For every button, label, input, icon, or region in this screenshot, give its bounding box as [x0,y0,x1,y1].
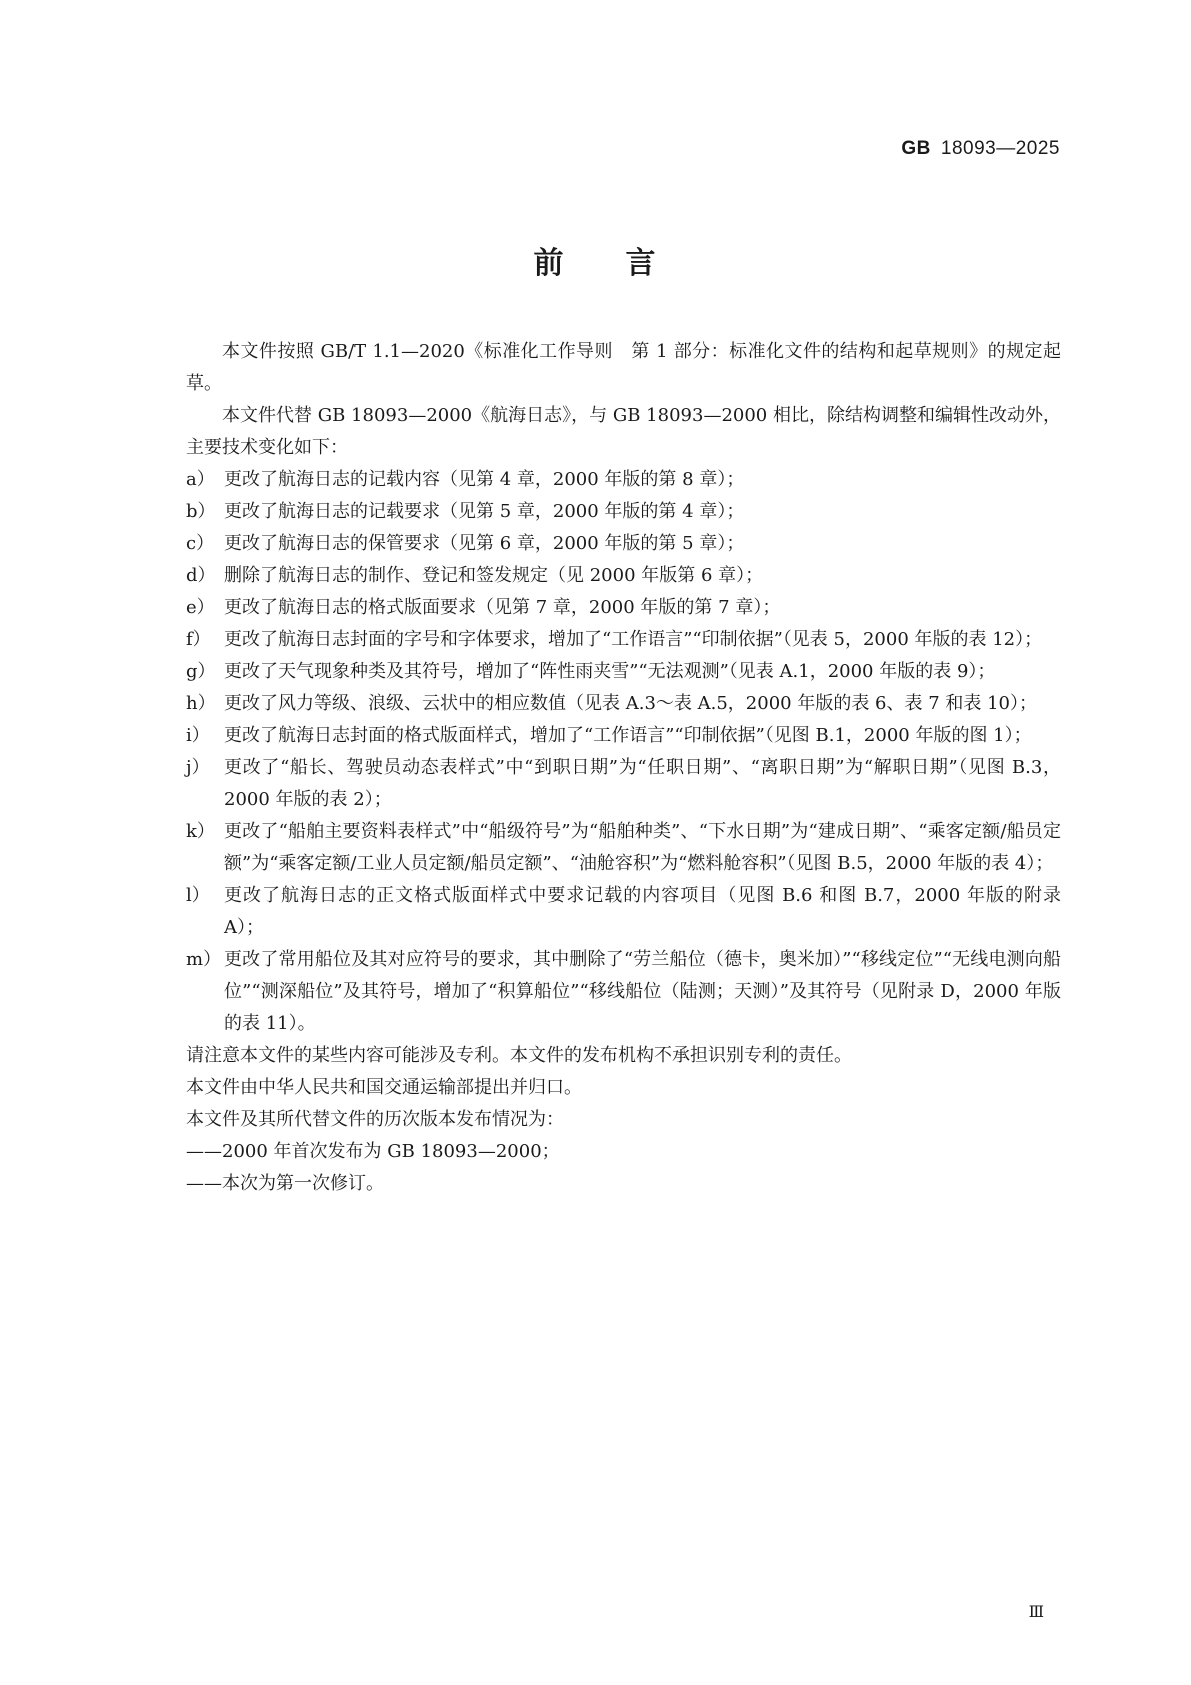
change-item-label: h） [186,693,216,714]
standard-prefix: GB [901,138,931,159]
change-item-label: j） [186,757,210,778]
change-item-text: 更改了航海日志的记载要求（见第 5 章，2000 年版的第 4 章）； [224,501,745,522]
change-item [186,880,1061,944]
change-item [186,560,1061,592]
change-item-text: 更改了“船舶主要资料表样式”中“船级符号”为“船舶种类”、“下水日期”为“建成日期”、“乘客定额/船员定额”为“乘客定额/工业人员定额/船员定额”、“油舱容积”为“燃料舱容积”（见图 B.5，2000 年版的表 4）； [224,821,1061,874]
change-item [186,720,1061,752]
change-item [186,752,1061,816]
standard-number: 18093—2025 [940,138,1060,159]
change-item [186,464,1061,496]
history-entry: ——2000 年首次发布为 GB 18093—2000； [186,1141,560,1162]
change-item [186,688,1061,720]
standard-code-header [901,138,1060,160]
page-title [0,238,1191,282]
change-item-label: i） [186,725,210,746]
change-item-label: e） [186,597,215,618]
change-item-label: m） [186,949,222,970]
change-item [186,624,1061,656]
change-item [186,944,1061,1040]
change-item-text: 删除了航海日志的制作、登记和签发规定（见 2000 年版第 6 章）； [224,565,764,586]
change-item-label: c） [186,533,215,554]
change-item-text: 更改了天气现象种类及其符号，增加了“阵性雨夹雪”“无法观测”（见表 A.1，2000 年版的表 9）； [224,661,996,682]
title-char-2: 言 [625,246,658,281]
proposer-statement: 本文件由中华人民共和国交通运输部提出并归口。 [186,1077,582,1098]
change-item-text: 更改了航海日志的格式版面要求（见第 7 章，2000 年版的第 7 章）； [224,597,781,618]
change-item-label: d） [186,565,216,586]
change-item-label: b） [186,501,216,522]
history-entry: ——本次为第一次修订。 [186,1173,384,1194]
change-item-label: l） [186,885,210,906]
title-char-1: 前 [533,246,566,281]
patent-notice: 请注意本文件的某些内容可能涉及专利。本文件的发布机构不承担识别专利的责任。 [186,1045,852,1066]
change-item-text: 更改了航海日志的正文格式版面样式中要求记载的内容项目（见图 B.6 和图 B.7，2000 年版的附录 A）； [224,885,1061,938]
change-item [186,656,1061,688]
change-item-text: 更改了航海日志封面的格式版面样式，增加了“工作语言”“印制依据”（见图 B.1，2000 年版的图 1）； [224,725,1032,746]
change-item [186,496,1061,528]
foreword-body [186,336,1061,1200]
change-item-text: 更改了航海日志封面的字号和字体要求，增加了“工作语言”“印制依据”（见表 5，2000 年版的表 12）； [224,629,1043,650]
change-item-label: k） [186,821,215,842]
intro-paragraph: 本文件按照 GB/T 1.1—2020《标准化工作导则 第 1 部分：标准化文件的结构和起草规则》的规定起草。 [186,341,1061,394]
page-number: Ⅲ [1028,1602,1044,1621]
change-item [186,528,1061,560]
change-item [186,816,1061,880]
change-item-text: 更改了航海日志的记载内容（见第 4 章，2000 年版的第 8 章）； [224,469,745,490]
history-intro: 本文件及其所代替文件的历次版本发布情况为： [186,1109,564,1130]
change-item [186,592,1061,624]
change-item-label: a） [186,469,215,490]
change-item-text: 更改了风力等级、浪级、云状中的相应数值（见表 A.3～表 A.5，2000 年版的表 6、表 7 和表 10）； [224,693,1038,714]
change-item-text: 更改了“船长、驾驶员动态表样式”中“到职日期”为“任职日期”、“离职日期”为“解职日期”（见图 B.3，2000 年版的表 2）； [224,757,1061,810]
change-item-label: g） [186,661,216,682]
change-item-text: 更改了常用船位及其对应符号的要求，其中删除了“劳兰船位（德卡，奥米加）”“移线定位”“无线电测向船位”“测深船位”及其符号，增加了“积算船位”“移线船位（陆测；天测）”及其符号（见附录 D，2000 年版的表 11）。 [224,949,1061,1034]
change-item-label: f） [186,629,211,650]
change-item-text: 更改了航海日志的保管要求（见第 6 章，2000 年版的第 5 章）； [224,533,745,554]
intro-paragraph: 本文件代替 GB 18093—2000《航海日志》，与 GB 18093—2000 相比，除结构调整和编辑性改动外，主要技术变化如下： [186,405,1061,458]
